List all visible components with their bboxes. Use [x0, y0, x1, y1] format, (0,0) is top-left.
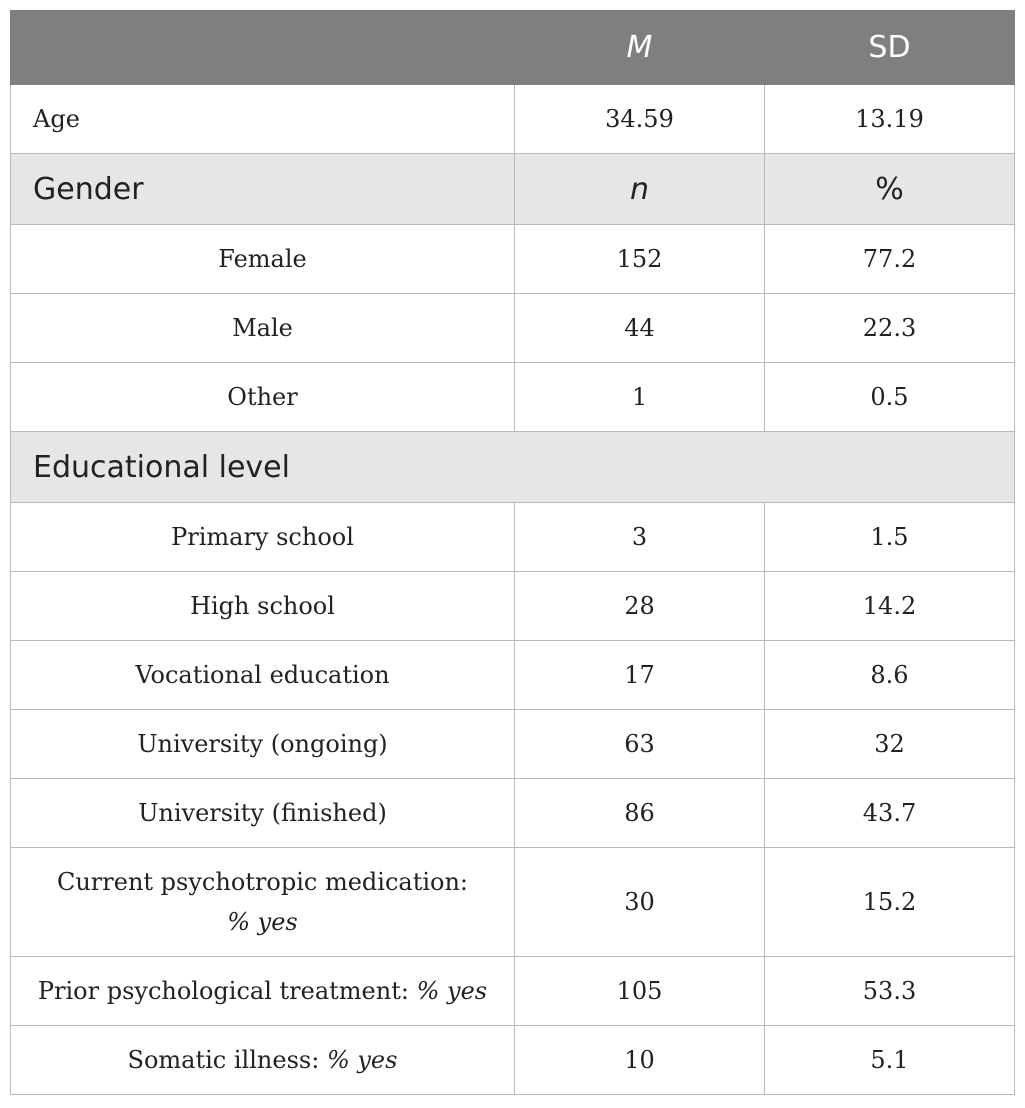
table-row [11, 572, 1015, 641]
age-mean: 34.59 [515, 85, 765, 154]
header-mean: M [515, 11, 765, 85]
row-n: 1 [515, 363, 765, 432]
table-row [11, 710, 1015, 779]
row-label-text: Somatic illness: [127, 1046, 320, 1074]
demographics-table [10, 10, 1015, 1095]
row-label: High school [11, 572, 515, 641]
row-label-text: Prior psychological treatment: [37, 977, 409, 1005]
row-label [11, 957, 515, 1026]
table-row [11, 363, 1015, 432]
row-pct: 32 [765, 710, 1015, 779]
row-n: 10 [515, 1026, 765, 1095]
header-empty-cell [11, 11, 515, 85]
row-label: Vocational education [11, 641, 515, 710]
education-heading: Educational level [11, 432, 1015, 503]
row-pct: 0.5 [765, 363, 1015, 432]
age-label: Age [11, 85, 515, 154]
table-row [11, 641, 1015, 710]
row-pct: 1.5 [765, 503, 1015, 572]
row-label [11, 1026, 515, 1095]
table-row [11, 957, 1015, 1026]
gender-n-header: n [515, 154, 765, 225]
table-row [11, 294, 1015, 363]
row-pct: 5.1 [765, 1026, 1015, 1095]
row-label-suffix: % yes [326, 1046, 398, 1074]
row-label: Other [11, 363, 515, 432]
row-n: 3 [515, 503, 765, 572]
row-n: 105 [515, 957, 765, 1026]
table-row [11, 848, 1015, 957]
row-label: University (ongoing) [11, 710, 515, 779]
row-label [11, 848, 515, 957]
header-sd: SD [765, 11, 1015, 85]
row-n: 17 [515, 641, 765, 710]
row-pct: 53.3 [765, 957, 1015, 1026]
table-row [11, 225, 1015, 294]
table-row-age [11, 85, 1015, 154]
row-label-suffix: % yes [227, 908, 298, 936]
row-pct: 43.7 [765, 779, 1015, 848]
row-n: 28 [515, 572, 765, 641]
table-row [11, 779, 1015, 848]
row-n: 86 [515, 779, 765, 848]
row-n: 44 [515, 294, 765, 363]
section-education [11, 432, 1015, 503]
row-pct: 77.2 [765, 225, 1015, 294]
row-label: Female [11, 225, 515, 294]
row-pct: 22.3 [765, 294, 1015, 363]
header-row [11, 11, 1015, 85]
table-row [11, 503, 1015, 572]
row-n: 30 [515, 848, 765, 957]
row-n: 152 [515, 225, 765, 294]
row-label: Male [11, 294, 515, 363]
row-label-text: Current psychotropic medication: [56, 868, 469, 896]
table-row [11, 1026, 1015, 1095]
row-pct: 15.2 [765, 848, 1015, 957]
gender-heading: Gender [11, 154, 515, 225]
row-n: 63 [515, 710, 765, 779]
row-label-suffix: % yes [416, 977, 488, 1005]
age-sd: 13.19 [765, 85, 1015, 154]
gender-pct-header: % [765, 154, 1015, 225]
row-pct: 8.6 [765, 641, 1015, 710]
row-pct: 14.2 [765, 572, 1015, 641]
row-label: University (finished) [11, 779, 515, 848]
row-label: Primary school [11, 503, 515, 572]
section-gender [11, 154, 1015, 225]
